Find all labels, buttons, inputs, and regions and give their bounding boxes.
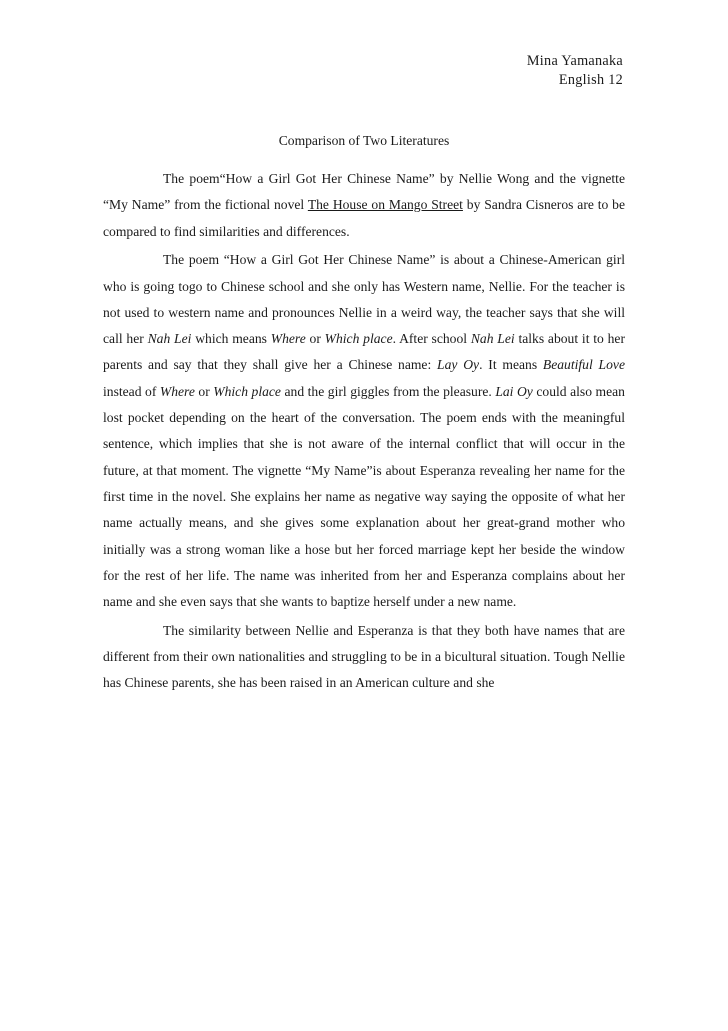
paragraph-2-text: instead of (103, 383, 160, 399)
italic-term: Where (159, 383, 195, 399)
italic-term: Lai Oy (495, 383, 533, 399)
paragraph-2-text: which means (191, 331, 271, 347)
paragraph-1-text-b: by Sandra Cisneros are to be compared to find similarities and differences. (103, 197, 625, 239)
paragraph-2-text: . After school (392, 331, 471, 347)
italic-term: Nah Lei (147, 331, 192, 347)
italic-term: Beautiful Love (542, 357, 625, 373)
paragraph-1 (103, 166, 625, 245)
paragraph-2-text: or (194, 383, 214, 399)
paragraph-2-text: The poem “How a Girl Got Her Chinese Name” is about a Chinese-American girl who is going togo to Chinese school and she only has Western name, Nellie. For the teacher is not used to western name and pronounces Nellie in a weird way, the teacher says that she will call her (103, 252, 625, 347)
paragraph-3: The similarity between Nellie and Esperanza is that they both have names that are different from their own nationalities and struggling to be in a bicultural situation. Tough Nellie has Chinese parents, she has been raised in an American culture and she (103, 622, 625, 691)
italic-term: Lay Oy (437, 357, 480, 373)
document-title: Comparison of Two Literatures (278, 133, 450, 148)
paragraph-2 (103, 247, 625, 615)
paragraph-2-text: could also mean lost pocket depending on the heart of the conversation. The poem ends with the meaningful sentence, which implies that she is not aware of the internal conflict that will occur in the future, at that moment. The vignette “My Name”is about Esperanza revealing her name for the first time in the novel. She explains her name as negative way saying the opposite of what her name actually means, and she gives some explanation about her great-grand mother who initially was a strong woman like a hose but her forced marriage kept her beside the window for the rest of her life. The name was inherited from her and Esperanza complains about her name and she even says that she wants to baptize herself under a new name. (103, 383, 625, 610)
author-name: Mina Yamanaka (526, 53, 623, 69)
italic-term: Which place (213, 383, 281, 399)
paragraph-2-text: talks about it to her parents and say that they shall give her a Chinese name: (103, 331, 625, 373)
paragraph-2-text: or (305, 331, 325, 347)
document-body (103, 166, 625, 697)
document-header (527, 52, 623, 90)
course-name: English 12 (558, 72, 623, 88)
paragraph-2-text: . It means (479, 357, 543, 373)
book-title: The House on Mango Street (307, 197, 463, 213)
italic-term: Which place (324, 331, 393, 347)
paragraph-1-text-a: The poem“How a Girl Got Her Chinese Name” by Nellie Wong and the vignette “My Name” from the fictional novel (103, 171, 625, 213)
italic-term: Nah Lei (470, 331, 515, 347)
paragraph-2-text: and the girl giggles from the pleasure. (280, 383, 496, 399)
italic-term: Where (270, 331, 306, 347)
